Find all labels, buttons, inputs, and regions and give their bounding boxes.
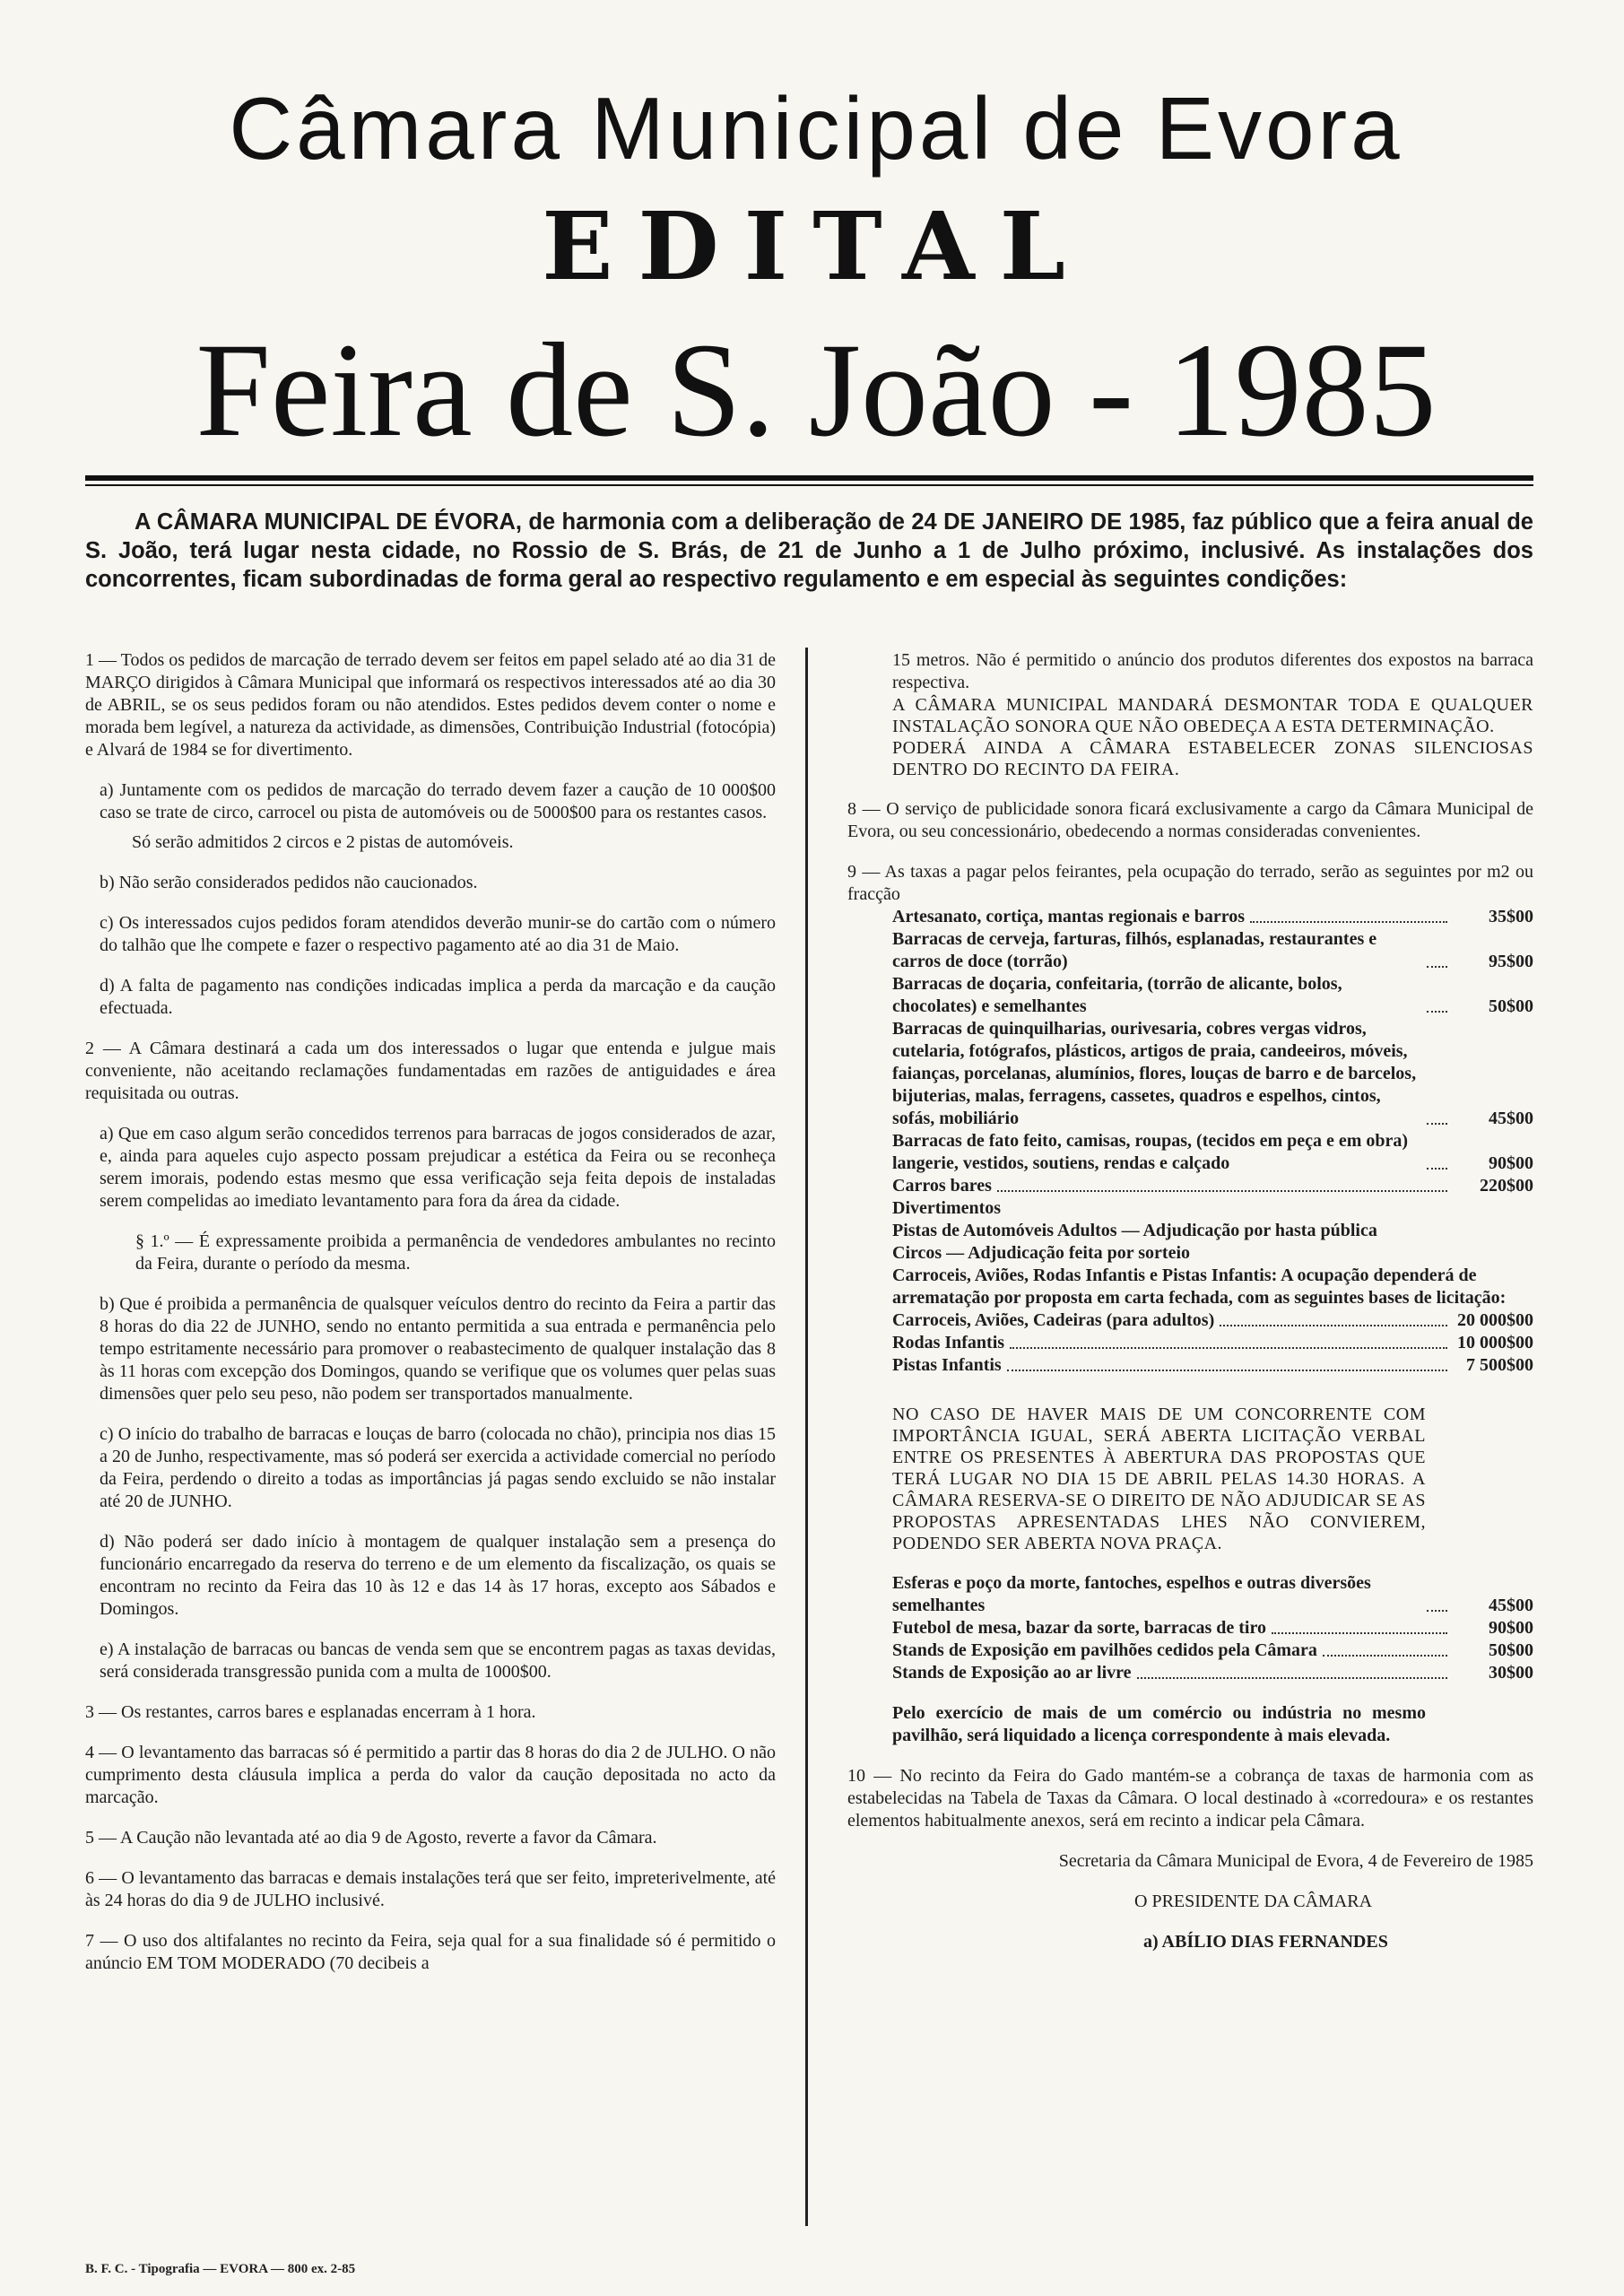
clause-2a: a) Que em caso algum serão concedidos terrenos para barracas de jogos considerados de azar, e, ainda para aqueles cujo aspecto possam prejudicar a estética da Feira ou se reconheça serem imorais, podendo estas mesmo que essa verificação seja feita depois de instaladas serem compelidas ao imediato levantamento para fora da área da cidade. [100,1124,776,1211]
clause-7: 7 — O uso dos altifalantes no recinto da Feira, seja qual for a sua finalidade só é permitido o anúncio EM TOM MODERADO (70 decibeis a [85,1931,776,1973]
rates-table [847,906,1533,1747]
clause-1b: b) Não serão considerados pedidos não caucionados. [100,873,478,892]
carroceis-bases: Carroceis, Aviões, Rodas Infantis e Pistas Infantis: A ocupação dependerá de arrematação por proposta em carta fechada, com as seguintes bases de licitação: [892,1265,1507,1308]
clause-4: 4 — O levantamento das barracas só é permitido a partir das 8 horas do dia 2 de JULHO. O não cumprimento desta cláusula implica a perda do valor da caução depositada no acto da marcação. [85,1743,776,1807]
clause-6: 6 — O levantamento das barracas e demais instalações terá que ser feito, impreterivelmente, até às 24 horas do dia 9 de JULHO inclusivé. [85,1868,776,1910]
clause-1d: d) A falta de pagamento nas condições indicadas implica a perda da marcação e da caução efectuada. [100,976,776,1018]
clause-2a-paragraph-1: § 1.º — É expressamente proibida a permanência de vendedores ambulantes no recinto da Feira, durante o período da mesma. [135,1231,776,1274]
intro-paragraph: A CÂMARA MUNICIPAL DE ÉVORA, de harmonia com a deliberação de 24 DE JANEIRO DE 1985, faz público que a feira anual de S. João, terá lugar nesta cidade, no Rossio de S. Brás, de 21 de Junho a 1 de Julho próximo, inclusivé. As instalações dos concorrentes, ficam subordinadas de forma geral ao respectivo regulamento e em especial às seguintes condições: [85,509,1533,592]
rate-row: Barracas de quinquilharias, ourivesaria, cobres vergas vidros, cutelaria, fotógrafos, plásticos, artigos de praia, candeeiros, móveis, faianças, porcelanas, alumínios, flores, louças de barro e de barcelos, bijuterias, malas, ferragens, cassetes, quadros e espelhos, cintos, sofás, mobiliário 45$00 [892,1019,1533,1128]
header-rule [85,475,1533,486]
municipality-title: Câmara Municipal de Evora [229,79,1403,178]
clause-2: 2 — A Câmara destinará a cada um dos interessados o lugar que entenda e julgue mais conveniente, não aceitando reclamações fundamentadas em razões de antiguidades e área requisitada ou outras. [85,1039,776,1103]
clause-9: 9 — As taxas a pagar pelos feirantes, pela ocupação do terrado, serão as seguintes por m2 ou fracção [847,862,1533,904]
edital-heading: EDITAL [542,191,1090,301]
rate-row: Artesanato, cortiça, mantas regionais e barros 35$00 [892,907,1533,926]
clause-2d: d) Não poderá ser dado início à montagem de qualquer instalação sem a presença do funcionário encarregado da reserva do terreno e de um elemento da fiscalização, os quais se encontram no recinto da Feira das 10 às 12 e das 14 às 17 horas, excepto aos Sábados e Domingos. [100,1532,776,1619]
right-column [847,649,1533,1971]
divertimentos-heading: Divertimentos [892,1198,1002,1218]
silent-zones-notice: PODERÁ AINDA A CÂMARA ESTABELECER ZONAS SILENCIOSAS DENTRO DO RECINTO DA FEIRA. [892,738,1533,779]
rate-row: Barracas de fato feito, camisas, roupas, (tecidos em peça e em obra) langerie, vestidos, soutiens, rendas e calçado 90$00 [892,1131,1533,1173]
clause-3: 3 — Os restantes, carros bares e esplanadas encerram à 1 hora. [85,1702,536,1722]
base-row: Rodas Infantis 10 000$00 [892,1333,1533,1352]
clause-10: 10 — No recinto da Feira do Gado mantém-se a cobrança de taxas de harmonia com as estabelecidas na Tabela de Taxas da Câmara. O local destinado à «corredoura» e os restantes elementos habitualmente anexos, será em recinto a indicar pela Câmara. [847,1766,1533,1831]
date-line: Secretaria da Câmara Municipal de Evora, 4 de Fevereiro de 1985 [1058,1851,1533,1871]
clause-2c: c) O início do trabalho de barracas e louças de barro (colocada no chão), principia nos dias 15 a 20 de Junho, respectivamente, mas só poderá ser exercida a actividade comercial no período da Feira, perdendo o direito a todas as importâncias já pagas sendo excluido se não instalar até 20 de JUNHO. [100,1424,776,1511]
base-row: Carroceis, Aviões, Cadeiras (para adultos) 20 000$00 [892,1310,1533,1330]
pistas-adultos: Pistas de Automóveis Adultos — Adjudicação por hasta pública [892,1221,1377,1240]
clause-5: 5 — A Caução não levantada até ao dia 9 de Agosto, reverte a favor da Câmara. [85,1828,657,1848]
president-title: O PRESIDENTE DA CÂMARA [1134,1892,1373,1911]
rate-row: Futebol de mesa, bazar da sorte, barracas de tiro 90$00 [892,1618,1533,1638]
clause-7-continued: 15 metros. Não é permitido o anúncio dos produtos diferentes dos expostos na barraca respectiva. [892,650,1533,692]
tie-rule-notice: NO CASO DE HAVER MAIS DE UM CONCORRENTE COM IMPORTÂNCIA IGUAL, SERÁ ABERTA LICITAÇÃO VERBAL ENTRE OS PRESENTES À ABERTURA DAS PROPOSTAS QUE TERÁ LUGAR NO DIA 15 DE ABRIL PELAS 14.30 HORAS. A CÂMARA RESERVA-SE O DIREITO DE NÃO ADJUDICAR SE AS PROPOSTAS APRESENTADAS LHES NÃO CONVIEREM, PODENDO SER ABERTA NOVA PRAÇA. [892,1405,1426,1553]
rate-row: Carros bares 220$00 [892,1176,1533,1196]
clause-1a-note: Só serão admitidos 2 circos e 2 pistas de automóveis. [132,832,514,852]
clause-1a: a) Juntamente com os pedidos de marcação do terrado devem fazer a caução de 10 000$00 caso se trate de circo, carrocel ou pista de automóveis ou de 5000$00 para os restantes casos. [100,780,776,822]
clause-2e: e) A instalação de barracas ou bancas de venda sem que se encontrem pagas as taxas devidas, será considerada transgressão punida com a multa de 1000$00. [100,1639,776,1682]
left-column [85,649,776,1975]
rate-row: Stands de Exposição em pavilhões cedidos pela Câmara 50$00 [892,1640,1533,1660]
column-divider [805,648,808,2226]
sound-notice: A CÂMARA MUNICIPAL MANDARÁ DESMONTAR TODA E QUALQUER INSTALAÇÃO SONORA QUE NÃO OBEDEÇA A ESTA DETERMINAÇÃO. [892,695,1533,736]
clause-2b: b) Que é proibida a permanência de qualsquer veículos dentro do recinto da Feira a partir das 8 horas do dia 22 de JUNHO, sendo no entanto permitida a sua entrada e permanência pelo tempo estritamente necessário para promover o reabastecimento de qualquer instalação das 8 às 11 horas com excepção dos Domingos, quando se verifique que os volumes quer pelas suas dimensões quer pelo seu peso, não podem ser transportados manualmente. [100,1294,776,1404]
base-row: Pistas Infantis 7 500$00 [892,1355,1533,1375]
rate-row: Barracas de doçaria, confeitaria, (torrão de alicante, bolos, chocolates) e semelhantes 50$00 [892,974,1533,1016]
clause-8: 8 — O serviço de publicidade sonora ficará exclusivamente a cargo da Câmara Municipal de Evora, ou seu concessionário, obedecendo a normas consideradas convenientes. [847,799,1533,841]
multi-trade-notice: Pelo exercício de mais de um comércio ou indústria no mesmo pavilhão, será liquidado a licença correspondente à mais elevada. [892,1703,1426,1745]
fair-title: Feira de S. João - 1985 [195,316,1437,465]
circos: Circos — Adjudicação feita por sorteio [892,1243,1191,1263]
clause-1: 1 — Todos os pedidos de marcação de terrado devem ser feitos em papel selado até ao dia 31 de MARÇO dirigidos à Câmara Municipal que informará os respectivos interessados até ao dia 30 de ABRIL, se os seus pedidos foram ou não atendidos. Estes pedidos devem conter o nome e morada bem legível, a natureza da actividade, as dimensões, Contribuição Industrial (fotocópia) e Alvará de 1984 se for divertimento. [85,650,776,760]
signature: a) ABÍLIO DIAS FERNANDES [1143,1932,1388,1952]
clause-1c: c) Os interessados cujos pedidos foram atendidos deverão munir-se do cartão com o número do talhão que lhe compete e fazer o respectivo pagamento até ao dia 31 de Maio. [100,913,776,955]
rate-row: Esferas e poço da morte, fantoches, espelhos e outras diversões semelhantes 45$00 [892,1573,1533,1615]
rate-row: Stands de Exposição ao ar livre 30$00 [892,1663,1533,1683]
printer-footer: B. F. C. - Tipografia — EVORA — 800 ex. 2-85 [85,2262,356,2276]
rate-row: Barracas de cerveja, farturas, filhós, esplanadas, restaurantes e carros de doce (torrão) 95$00 [892,929,1533,971]
